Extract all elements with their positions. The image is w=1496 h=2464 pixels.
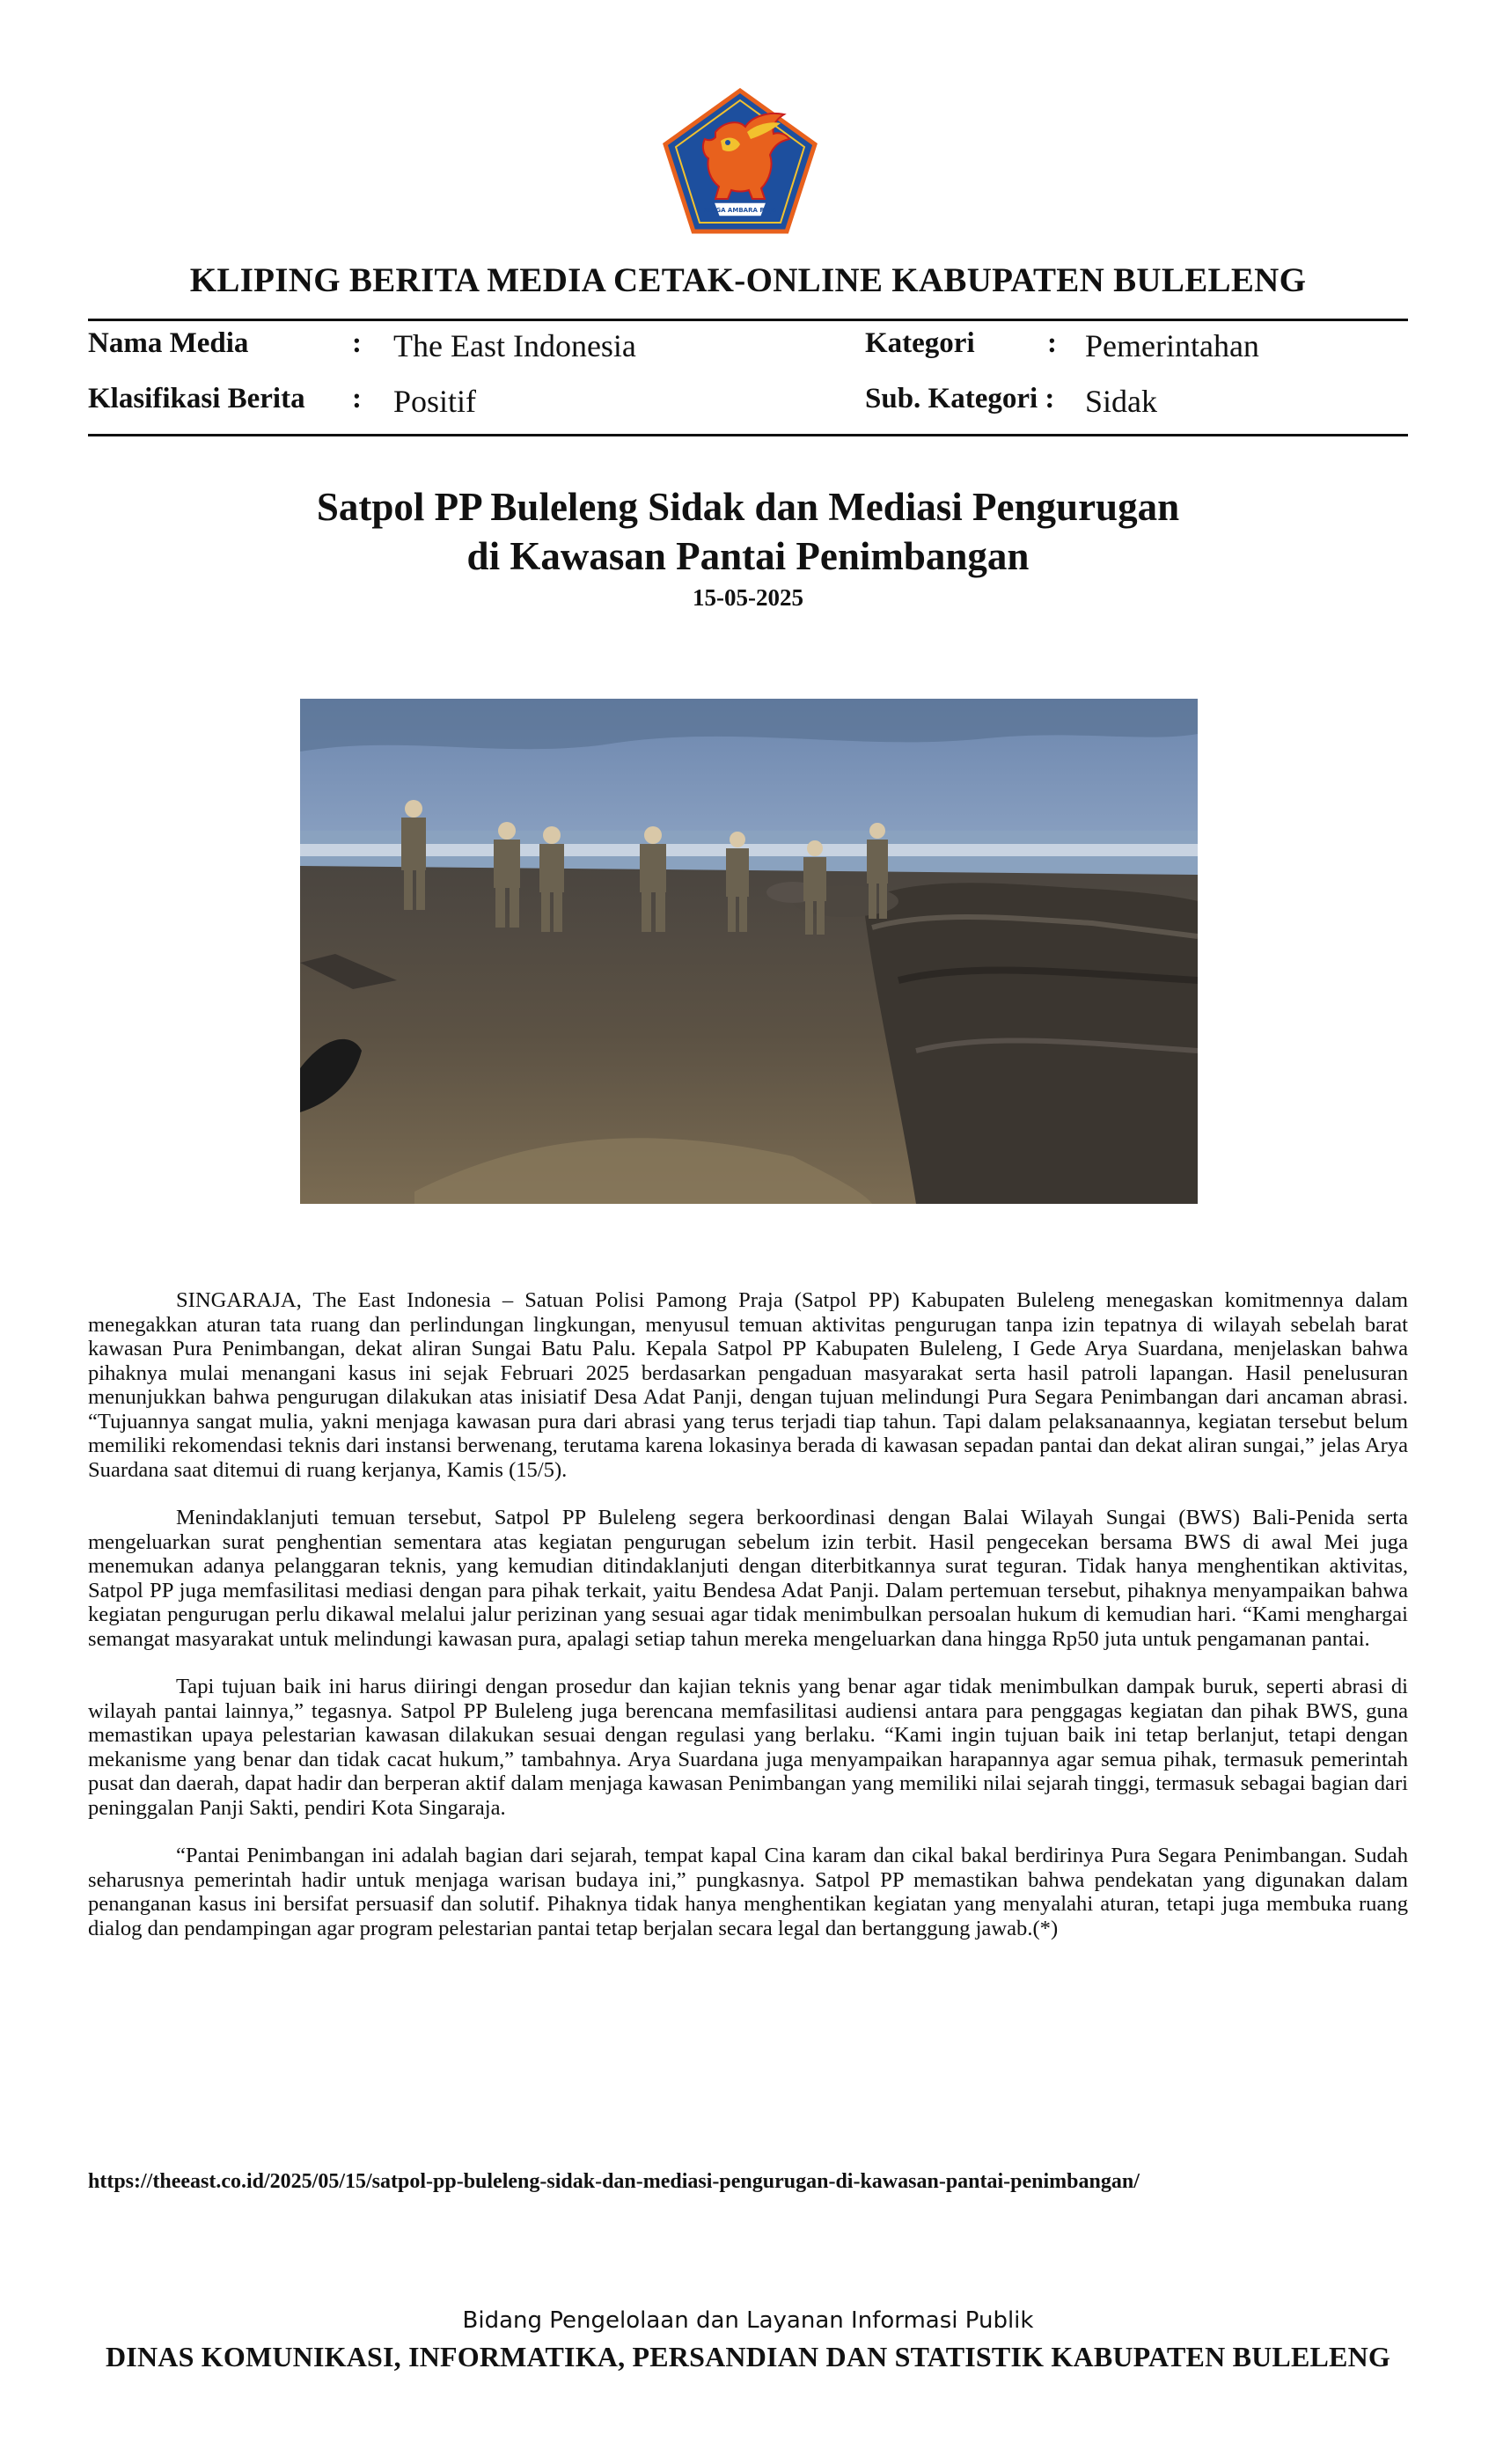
kategori-label: Kategori — [865, 327, 975, 359]
source-url[interactable]: https://theeast.co.id/2025/05/15/satpol-pp-buleleng-sidak-dan-mediasi-pengurugan-di-kawasan-pantai-penimbangan/ — [88, 2170, 1140, 2193]
footer-agency: DINAS KOMUNIKASI, INFORMATIKA, PERSANDIAN DAN STATISTIK KABUPATEN BULELENG — [105, 2341, 1391, 2372]
article-body — [88, 1288, 1408, 1964]
headline-line-1: Satpol PP Buleleng Sidak dan Mediasi Pengurugan — [316, 485, 1180, 529]
kategori-value: Pemerintahan — [1085, 328, 1259, 363]
article-paragraph: SINGARAJA, The East Indonesia – Satuan Polisi Pamong Praja (Satpol PP) Kabupaten Buleleng menegaskan komitmennya dalam menegakkan aturan tata ruang dan perlindungan lingkungan, menyusul temuan aktivitas pengurugan tanpa izin tepatnya di wilayah sebelah barat kawasan Pura Penimbangan, dekat aliran Sungai Batu Palu. Kepala Satpol PP Kabupaten Buleleng, I Gede Arya Suardana, menjelaskan bahwa pihaknya mulai menangani kasus ini sejak Februari 2025 berdasarkan pengaduan masyarakat serta hasil patroli lapangan. Hasil penelusuran menunjukkan bahwa pengurugan dilakukan atas inisiatif Desa Adat Panji, dengan tujuan melindungi Pura Segara Penimbangan dari ancaman abrasi. “Tujuannya sangat mulia, yakni menjaga kawasan pura dari abrasi yang terus terjadi tiap tahun. Tapi dalam pelaksanaannya, kegiatan tersebut belum memiliki rekomendasi teknis dari instansi berwenang, terutama karena lokasinya berada di kawasan sepadan pantai dan dekat aliran sungai,” jelas Arya Suardana saat ditemui di ruang kerjanya, Kamis (15/5). — [88, 1288, 1408, 1482]
footer-division: Bidang Pengelolaan dan Layanan Informasi Publik — [462, 2307, 1034, 2334]
article-paragraph: Tapi tujuan baik ini harus diiringi dengan prosedur dan kajian teknis yang benar agar tidak menimbulkan dampak buruk, seperti abrasi di wilayah pantai lainnya,” tegasnya. Satpol PP Buleleng juga berencana memfasilitasi audiensi antara para penggagas kegiatan dan pihak BWS, guna memastikan upaya pelestarian kawasan dilakukan sesuai dengan regulasi yang berlaku. “Kami ingin tujuan baik ini tetap berlanjut, tetapi dengan mekanisme yang benar dan tidak cacat hukum,” tambahnya. Arya Suardana juga menyampaikan harapannya agar semua pihak, termasuk pemerintah pusat dan daerah, dapat hadir dan berperan aktif dalam menjaga kawasan Penimbangan yang memiliki nilai sejarah tinggi, termasuk sebagai bagian dari peninggalan Panji Sakti, pendiri Kota Singaraja. — [88, 1675, 1408, 1820]
klasifikasi-value: Positif — [393, 384, 477, 419]
article-paragraph: Menindaklanjuti temuan tersebut, Satpol PP Buleleng segera berkoordinasi dengan Balai Wilayah Sungai (BWS) Bali-Penida serta mengeluarkan surat penghentian sementara atas kegiatan pengurugan sebelum izin terbit. Hasil pengecekan bersama BWS di awal Mei juga menemukan adanya pelanggaran teknis, yang kemudian ditindaklanjuti dengan diterbitkannya surat teguran. Tidak hanya menghentikan aktivitas, Satpol PP juga memfasilitasi mediasi dengan para pihak terkait, yaitu Bendesa Adat Panji. Dalam pertemuan tersebut, pihaknya menyampaikan bahwa kegiatan pengurugan perlu dikawal melalui jalur perizinan yang sesuai agar tidak menimbulkan persoalan hukum di kemudian hari. “Kami menghargai semangat masyarakat untuk melindungi kawasan pura, apalagi setiap tahun mereka mengeluarkan dana hingga Rp50 juta untuk pengamanan pantai. — [88, 1506, 1408, 1651]
logo-motto: SINGA AMBARA RAJA — [703, 207, 777, 214]
kategori-colon: : — [1047, 327, 1057, 359]
document-title: KLIPING BERITA MEDIA CETAK-ONLINE KABUPATEN BULELENG — [189, 261, 1307, 299]
header-rule-top — [88, 319, 1408, 321]
media-label: Nama Media — [88, 327, 249, 359]
article-photo — [300, 699, 1198, 1204]
headline-line-2: di Kawasan Pantai Penimbangan — [466, 534, 1030, 578]
header-rule-bottom — [88, 434, 1408, 436]
article-headline — [0, 482, 1496, 581]
klasifikasi-colon: : — [352, 383, 362, 414]
media-colon: : — [352, 327, 362, 359]
buleleng-emblem-logo — [663, 88, 818, 234]
article-paragraph: “Pantai Penimbangan ini adalah bagian dari sejarah, tempat kapal Cina karam dan cikal bakal berdirinya Pura Segara Penimbangan. Sudah seharusnya pemerintah hadir untuk menjaga warisan budaya ini,” pungkasnya. Satpol PP memastikan bahwa pendekatan yang digunakan dalam penanganan kasus ini bersifat persuasif dan solutif. Pihaknya tidak hanya menghentikan kegiatan yang menyalahi aturan, tetapi juga membuka ruang dialog dan pendampingan agar program pelestarian pantai tetap berjalan secara legal dan bertanggung jawab.(*) — [88, 1844, 1408, 1940]
klasifikasi-label: Klasifikasi Berita — [88, 383, 305, 414]
article-date: 15-05-2025 — [693, 584, 803, 611]
subkategori-value: Sidak — [1085, 384, 1158, 419]
media-value: The East Indonesia — [393, 328, 636, 363]
subkategori-label: Sub. Kategori : — [865, 383, 1055, 414]
